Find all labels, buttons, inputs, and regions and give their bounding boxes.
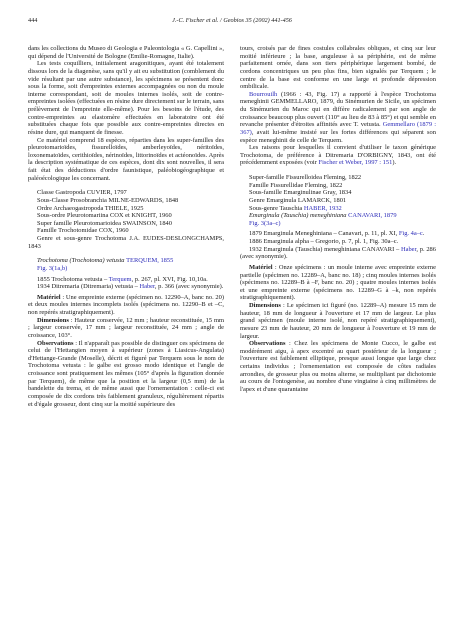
left-column [28, 45, 224, 635]
taxon-family: Famille Trochotomidae COX, 1960 [37, 227, 129, 235]
citation-link[interactable]: Haber [139, 283, 155, 291]
taxon-genus: Genre Emarginula LAMARCK, 1801 [249, 196, 347, 204]
species-heading: Emarginula (Tauschia) meneghiniana CANAVARI, 1879 [249, 212, 397, 220]
running-header [28, 16, 436, 26]
taxon-suborder: Sous-ordre Pleurotomariina COX et KNIGHT, 1960 [37, 212, 172, 220]
observations-section: Observations : Chez les spécimens de Monte Cucco, le galbe est modérément aigu, à apex excentré au quart postérieur de la longueur ; l'ouverture est faiblement elliptique, presque aussi longue que large chez certains individus ; l'ornementation est composée de côtes radiales arrondies, de grosseur plus ou moins alterne, se multipliant par dichotomie au cours de l'ontogenèse, au nombre d'une vingtaine à cinq millimètres de l'apex et d'une quarantaine [240, 340, 436, 393]
taxon-genus: Genre et sous-genre Trochotoma J.A. EUDES-DESLONGCHAMPS, 1843 [28, 235, 224, 250]
taxon-subfamily: Sous-famille Emarginulinae Gray, 1834 [249, 189, 352, 197]
taxon-class: Classe Gastropoda CUVIER, 1797 [37, 189, 127, 197]
citation-link[interactable]: Bourrouilh [249, 90, 278, 98]
observations-section: Observations : Il n'apparaît pas possible de distinguer ces spécimens de celui de l'Hettangien moyen à supérieur (zones à Liasicus-Angulata) d'Hettange-Grande (Moselle), décrit et figuré par Terquem sous le nom de Trochotoma vetusta : le galbe est grosso modo identique et l'angle de croissance sont pratiquement les mêmes (105° d'après la figuration donnée par Terquem), de même que la position et la largeur (0,5 mm) de la bandelette du trema, et de même aussi que l'ornementation : celle-ci est composée de dix cordons très faiblement granuleux, régulièrement répartis et d'égale grosseur, dont cinq sur la moitié supérieure des [28, 339, 224, 408]
citation-link[interactable]: Gemmellaro (1879 : 367) [240, 121, 436, 136]
right-column [240, 45, 436, 635]
citation-link[interactable]: HABER, 1932 [303, 204, 342, 212]
figure-link[interactable]: Fig. 3(3a–c) [249, 219, 281, 227]
taxon-subgenus: Sous-genre Tauschia HABER, 1932 [249, 204, 342, 212]
paragraph: Ce matériel comprend 18 espèces, réparties dans les super-familles des pleurotomarioïdes, fissurelloïdes, amberleyoïdes, néritoïdes, loxonematoïdes, cerithioïdes, nérinoïdes, littorinoïdes et actéonoïdes. Après la description systématique de ces espèces, dont dix sont nouvelles, il sera fait état des déductions d'ordre faunistique, paléobiogéographique et paléoécologique les concernant. [28, 136, 224, 182]
synonymy-entry: 1932 Emarginula (Tauschia) meneghiniana CANAVARI – Haber, p. 286 (avec synonymie). [240, 245, 436, 261]
dimensions-section: Dimensions : Le spécimen ici figuré (no. 12289–A) mesure 15 mm de hauteur, 18 mm de longueur à l'ouverture et 17 mm de largeur. Le plus grand spécimen (moule interne isolé, non repéré stratigraphiquement), mesure 23 mm de hauteur, 20 mm de longueur à l'ouverture et 19 mm de largeur. [240, 302, 436, 340]
citation-link[interactable]: TERQUEM, 1855 [126, 257, 174, 265]
citation-link[interactable]: Fischer et Weber, 1997 : 151 [318, 159, 393, 167]
page-number: 444 [28, 17, 38, 24]
material-section: Matériel : Une empreinte externe (spécimen no. 12290–A, banc no. 20) et deux moules internes incomplets isolés (spécimens no. 12290–B et –C, non repérés stratigraphiquement). [28, 293, 224, 316]
journal-citation: J.-C. Fischer et al. / Geobios 35 (2002) 441-456 [172, 17, 292, 24]
figure-link[interactable]: Fig. 3(1a,b) [37, 264, 68, 272]
citation-link[interactable]: Terquem [108, 275, 132, 283]
dimensions-section: Dimensions : Hauteur conservée, 12 mm ; hauteur reconstituée, 15 mm ; largeur conservée, 17 mm ; largeur reconstituée, 24 mm ; angle de croissance, 103°. [28, 316, 224, 339]
taxon-superfamily: Super famille Pleurotomarioidea SWAINSON, 1840 [37, 219, 172, 227]
paragraph: Les tests coquilliers, initialement aragonitiques, ayant été totalement dissous lors de la diagenèse, sans qu'il y ait eu substitution (comblement du vide résultant par une autre substance), les spécimens se présentent donc sous la forme, soit d'empreintes externes accompagnées ou non du moule interne correspondant, soit de moules internes isolés, soit de contre-empreintes isolées (effectuées en résine dure directement sur le terrain, sans prélèvement de l'empreinte elle-même). Pour les besoins de l'étude, des contre-empreintes au elastomère effectuées en laboratoire ont été substituées chaque fois que possible aux contre-empreintes directes en résine dure, qui manquent de finesse. [28, 60, 224, 136]
species-heading: Trochotoma (Trochotoma) vetusta TERQUEM, 1855 [37, 257, 174, 265]
synonymy-entry: 1934 Ditremaria (Ditremaria) vetusta – Haber, p. 366 (avec synonymie). [37, 283, 224, 291]
paragraph: Bourrouilh (1966 : 43, Fig. 17) a rapporté à l'espèce Trochotoma meneghinii GEMMELLARO, 1879, du Sinémurien de Sicile, un spécimen du Sinémurien du Maroc qui en diffère radicalement par son angle de croissance beaucoup plus ouvert (110° au lieu de 83 à 85°) et qui semble en revanche présenter d'étroites affinités avec T. vetusta. Gemmellaro (1879 : 367), avait lui-même insisté sur les fortes différences qui séparent son espèce meneghinii de celle de Terquem. [240, 90, 436, 144]
taxon-order: Ordre Archaeogastropoda THIELE, 1925 [37, 204, 144, 212]
taxon-subclass: Sous-Classe Prosobranchia MILNE-EDWARDS, 1848 [37, 196, 179, 204]
synonymy-entry: 1879 Emarginula Meneghiniana – Canavari, p. 11, pl. XI, Fig. 4a–c. [249, 230, 425, 238]
paragraph: Les raisons pour lesquelles il convient d'utiliser le taxon générique Trochotoma, de préférence à Ditremaria D'ORBIGNY, 1843, ont été précédemment exposées (voir Fischer et Weber, 1997 : 151). [240, 144, 436, 167]
material-section: Matériel : Onze spécimens : un moule interne avec empreinte externe partielle (spécimen no. 12289–A, banc no. 18) ; cinq moules internes isolés (spécimens no. 12289–B à –F, banc no. 20) ; quatre moules internes isolés et une empreinte externe (spécimens no. 12289–G à –k, non repérés stratigraphiquement). [240, 263, 436, 302]
paragraph: dans les collections du Museo di Geologia e Paleontologia « G. Capellini », qui dépend de l'Université de Bologne (Emilie-Romagne, Italie). [28, 45, 224, 60]
taxon-family: Famille Fissurellidae Fleming, 1822 [249, 181, 343, 189]
citation-link[interactable]: CANAVARI, 1879 [348, 212, 397, 220]
figure-link[interactable]: Fig. 4a–c [398, 230, 423, 238]
taxon-superfamily: Super-famille Fissurelloidea Fleming, 1822 [249, 174, 362, 181]
synonymy-entry: 1855 Trochotoma vetusta – Terquem, p. 267, pl. XVI, Fig. 10,10a. [37, 275, 208, 283]
synonymy-entry: 1886 Emarginula alpha – Gregorio, p. 7, pl. 1, Fig. 30a–c. [249, 238, 399, 245]
paragraph: tours, croisés par de fines costules collabrales obliques, et cinq sur leur moitié inférieure ; la base, anguleuse à sa périphérie, est de même parfaitement ornée, dans son tiers périphérique largement bombé, de cordons concentriques un peu plus fins, bien signalés par Terquem ; le centre de la base est conforme en une large et profonde dépression ombilicale. [240, 45, 436, 91]
citation-link[interactable]: Haber [400, 245, 417, 253]
